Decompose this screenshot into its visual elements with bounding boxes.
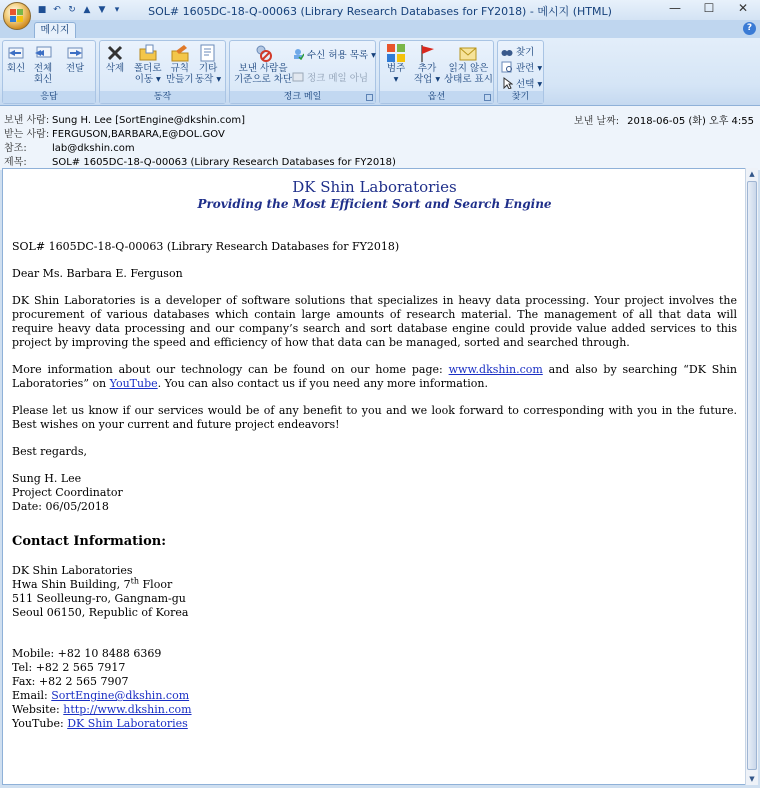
save-icon[interactable]: ■: [37, 5, 47, 15]
cc-value[interactable]: lab@dkshin.com: [52, 143, 135, 154]
customize-icon[interactable]: ▾: [114, 5, 120, 15]
undo-icon[interactable]: ↶: [53, 5, 61, 15]
sol-line: SOL# 1605DC-18-Q-00063 (Library Research Databases for FY2018): [12, 240, 400, 253]
rule-icon: [170, 43, 190, 63]
follow-up-button[interactable]: 추가 작업 ▾: [414, 43, 440, 85]
to-label: 받는 사람:: [4, 129, 50, 140]
envelope-icon: [458, 43, 478, 63]
date-line: Date: 06/05/2018: [12, 500, 109, 513]
youtube-line: YouTube: DK Shin Laboratories: [12, 717, 188, 730]
from-row: [4, 111, 245, 126]
redo-icon[interactable]: ↻: [68, 5, 76, 15]
scroll-thumb[interactable]: [747, 181, 757, 770]
block-sender-button[interactable]: 보낸 사람을 기준으로 차단: [234, 43, 292, 85]
ribbon: [0, 38, 760, 106]
categorize-button[interactable]: 범주 ▾: [386, 43, 406, 85]
create-rule-button[interactable]: 규칙 만들기: [166, 43, 194, 85]
mark-unread-button[interactable]: 읽지 않은 상태로 표시: [444, 43, 493, 85]
delete-icon: [105, 43, 125, 63]
website-link[interactable]: http://www.dkshin.com: [63, 703, 192, 716]
contact-heading: Contact Information:: [12, 534, 167, 549]
paragraph-intro: DK Shin Laboratories is a developer of software solutions that specializes in heavy data processing. Your project involves the procurement of various databases which contain large amounts of research material. The management of all that data will require heavy data processing and our company’s search and sort database engine could provide value added services to this project by improving the speed and efficiency of how that data can be managed, sorted and searched through.: [12, 294, 737, 349]
categorize-icon: [386, 43, 406, 63]
signer-name: Sung H. Lee: [12, 472, 82, 485]
subject-value: SOL# 1605DC-18-Q-00063 (Library Research Databases for FY2018): [52, 157, 396, 168]
down-icon[interactable]: ▼: [98, 5, 106, 15]
close-button[interactable]: ✕: [737, 1, 749, 15]
scroll-down-icon[interactable]: ▼: [749, 775, 755, 783]
group-options: [379, 40, 494, 104]
window-title: SOL# 1605DC-18-Q-00063 (Library Research Databases for FY2018) - 메시지 (HTML): [148, 5, 612, 18]
address-building: Hwa Shin Building, 7th Floor: [12, 576, 173, 591]
sent-date: [574, 112, 754, 127]
address-company: DK Shin Laboratories: [12, 564, 133, 577]
address-city: Seoul 06150, Republic of Korea: [12, 606, 189, 619]
ribbon-tab-row: [0, 20, 760, 38]
maximize-button[interactable]: ☐: [703, 1, 715, 15]
to-value[interactable]: FERGUSON,BARBARA,E@DOL.GOV: [52, 129, 225, 140]
group-actions: [99, 40, 226, 104]
safe-senders-icon: [292, 48, 304, 60]
block-sender-icon: [253, 43, 273, 63]
paragraph-info: More information about our technology can be found on our home page: www.dkshin.com and also by searching “DK Shin Laboratories” on YouTube. You can also contact us if you need any more information.: [12, 363, 737, 390]
options-dialog-launcher-icon[interactable]: [484, 94, 491, 101]
email-line: Email: SortEngine@dkshin.com: [12, 689, 190, 702]
junk-dialog-launcher-icon[interactable]: [366, 94, 373, 101]
reply-all-button[interactable]: 전체 회신: [33, 43, 53, 85]
tel-line: Tel: +82 2 565 7917: [12, 661, 126, 674]
group-respond: [2, 40, 96, 104]
cc-label: 참조:: [4, 143, 27, 154]
move-to-folder-button[interactable]: 폴더로 이동 ▾: [134, 43, 162, 85]
to-row: [4, 125, 225, 140]
minimize-button[interactable]: —: [669, 1, 681, 15]
other-actions-button[interactable]: 기타 동작 ▾: [195, 43, 221, 85]
paragraph-closing: Please let us know if our services would be of any benefit to you and we look forward to corresponding with you in the future. Best wishes on your current and future project endeavors!: [12, 404, 737, 431]
email-link[interactable]: SortEngine@dkshin.com: [51, 689, 190, 702]
reply-button[interactable]: 회신: [6, 43, 26, 74]
fax-line: Fax: +82 2 565 7907: [12, 675, 129, 688]
scroll-up-icon[interactable]: ▲: [749, 170, 755, 178]
greeting: Dear Ms. Barbara E. Ferguson: [12, 267, 183, 280]
sent-value: 2018-06-05 (화) 오후 4:55: [627, 116, 754, 127]
related-icon: [501, 61, 513, 73]
safe-senders-list-button[interactable]: 수신 허용 목록 ▾: [292, 47, 376, 61]
website-line: Website: http://www.dkshin.com: [12, 703, 192, 716]
subject-label: 제목:: [4, 157, 27, 168]
forward-button[interactable]: 전달: [65, 43, 85, 74]
related-button[interactable]: 관련 ▾: [501, 60, 542, 74]
tab-message[interactable]: 메시지: [34, 22, 76, 38]
group-label: 찾기: [498, 91, 543, 103]
mobile-line: Mobile: +82 10 8488 6369: [12, 647, 162, 660]
youtube-channel-link[interactable]: DK Shin Laboratories: [67, 717, 188, 730]
office-button[interactable]: [3, 2, 31, 30]
up-icon[interactable]: ▲: [83, 5, 91, 15]
message-header: [0, 106, 760, 170]
group-label: 동작: [100, 91, 225, 103]
youtube-link[interactable]: YouTube: [109, 377, 158, 390]
group-label: 정크 메일: [230, 91, 375, 103]
office-logo-icon: [10, 9, 24, 23]
title-bar: [0, 0, 760, 20]
signer-title: Project Coordinator: [12, 486, 123, 499]
help-icon[interactable]: ?: [743, 22, 756, 35]
group-junk: [229, 40, 376, 104]
from-value[interactable]: Sung H. Lee [SortEngine@dkshin.com]: [52, 115, 246, 126]
message-content: [12, 174, 737, 731]
group-label: 응답: [3, 91, 95, 103]
homepage-link[interactable]: www.dkshin.com: [448, 363, 543, 376]
address-street: 511 Seolleung-ro, Gangnam-gu: [12, 592, 186, 605]
cursor-icon: [501, 77, 513, 89]
reply-all-icon: [33, 43, 53, 63]
binoculars-icon: [501, 45, 513, 57]
from-label: 보낸 사람:: [4, 115, 50, 126]
vertical-scrollbar[interactable]: [745, 168, 758, 785]
reply-icon: [6, 43, 26, 63]
sent-label: 보낸 날짜:: [573, 116, 620, 127]
folder-icon: [138, 43, 158, 63]
group-label: 옵션: [380, 91, 493, 103]
not-junk-button[interactable]: 정크 메일 아님: [292, 70, 368, 84]
find-button[interactable]: 찾기: [501, 44, 534, 58]
other-actions-icon: [198, 43, 218, 63]
not-junk-icon: [292, 71, 304, 83]
delete-button[interactable]: 삭제: [105, 43, 125, 74]
company-name: DK Shin Laboratories: [292, 178, 457, 196]
closing: Best regards,: [12, 445, 87, 458]
select-button[interactable]: 선택 ▾: [501, 76, 542, 90]
forward-icon: [65, 43, 85, 63]
flag-icon: [417, 43, 437, 63]
company-tagline: Providing the Most Efficient Sort and Search Engine: [197, 197, 552, 211]
group-find: [497, 40, 544, 104]
cc-row: [4, 139, 135, 154]
subject-row: [4, 153, 396, 168]
